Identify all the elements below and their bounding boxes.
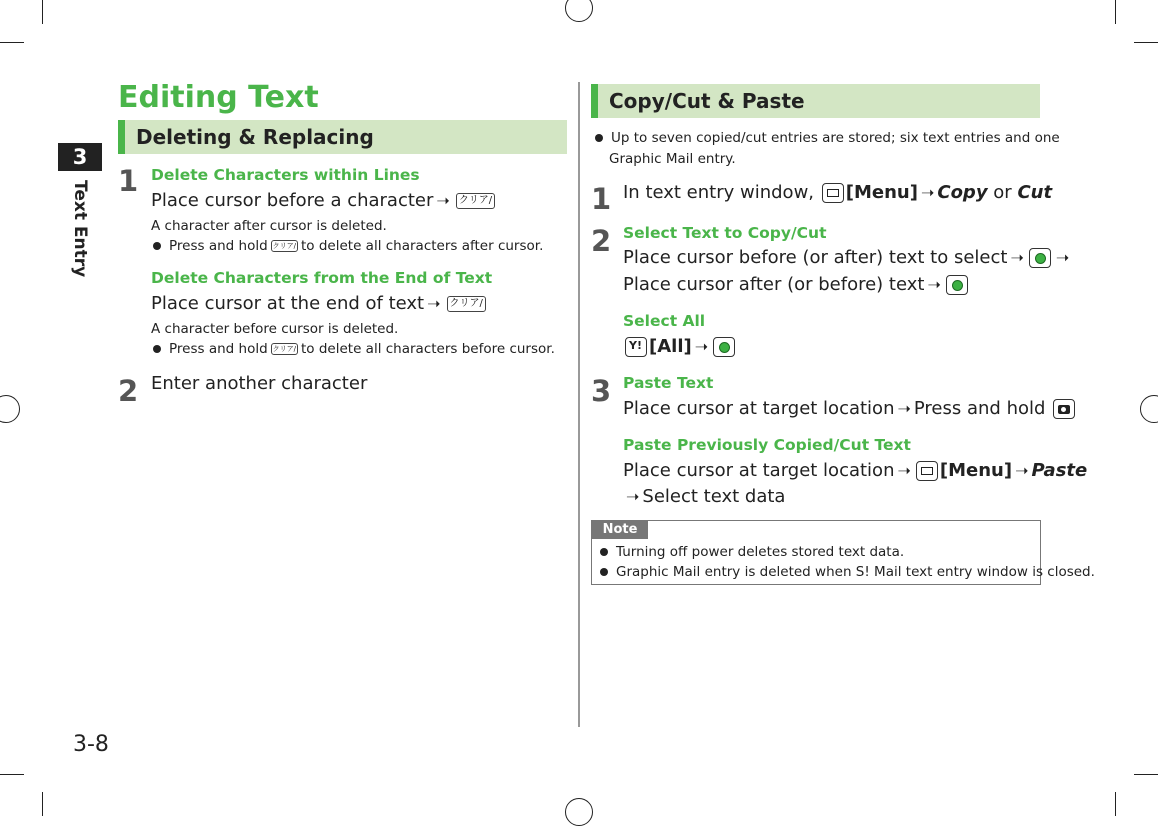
bullet-icon	[600, 548, 608, 556]
step-number: 2	[591, 224, 612, 258]
clear-key-icon: クリア/	[272, 345, 297, 353]
center-key-icon	[1029, 248, 1051, 268]
bullet-item: Press and hold クリア/ to delete all characters before cursor.	[153, 341, 555, 357]
registration-mark	[1140, 395, 1158, 423]
note-item: Turning off power deletes stored text data.	[600, 544, 904, 560]
arrow-icon: ➝	[436, 191, 450, 210]
registration-mark	[565, 0, 593, 22]
center-key-icon	[713, 337, 735, 357]
bullet-icon	[153, 242, 161, 250]
bullet-continuation: Graphic Mail entry.	[609, 151, 736, 167]
arrow-icon: ➝	[897, 461, 911, 480]
step-number: 2	[118, 374, 139, 408]
mail-key-icon	[916, 461, 938, 481]
crop-mark	[42, 0, 43, 24]
arrow-icon: ➝	[1015, 461, 1029, 480]
arrow-icon: ➝	[897, 399, 911, 418]
subheading: Select Text to Copy/Cut	[623, 224, 827, 242]
note-text: A character after cursor is deleted.	[151, 218, 387, 234]
clear-key-icon: クリア/	[456, 193, 495, 209]
chapter-name: Text Entry	[70, 180, 90, 278]
step-number: 1	[118, 164, 139, 198]
bullet-item: Up to seven copied/cut entries are stored; six text entries and one	[595, 130, 1060, 146]
note-text: A character before cursor is deleted.	[151, 321, 399, 337]
subheading: Select All	[623, 312, 706, 330]
crop-mark	[1134, 774, 1158, 775]
instruction-line: Y! [All] ➝	[623, 336, 737, 357]
column-divider	[578, 82, 580, 727]
registration-mark	[565, 798, 593, 826]
clear-key-icon: クリア/	[447, 296, 486, 312]
instruction-line: Place cursor at target location ➝ [Menu] ➝ Paste	[623, 460, 1088, 481]
center-key-icon	[946, 275, 968, 295]
instruction-line: Place cursor before a character ➝ クリア/	[151, 190, 498, 211]
arrow-icon: ➝	[1055, 248, 1070, 267]
page-title: Editing Text	[118, 80, 319, 115]
arrow-icon: ➝	[626, 487, 640, 506]
yahoo-key-icon: Y!	[625, 337, 647, 357]
instruction-line: Place cursor after (or before) text ➝	[623, 274, 970, 295]
step-number: 1	[591, 182, 612, 216]
note-label: Note	[592, 521, 648, 539]
bullet-icon	[595, 134, 603, 142]
clear-key-icon: クリア/	[272, 242, 297, 250]
instruction-line: Place cursor at target location ➝ Press and hold	[623, 398, 1077, 419]
section-heading-deleting: Deleting & Replacing	[118, 120, 567, 154]
camera-key-icon	[1053, 399, 1075, 419]
crop-mark	[42, 792, 43, 816]
instruction-line: ➝ Select text data	[626, 486, 786, 507]
registration-mark	[0, 395, 20, 423]
crop-mark	[0, 42, 24, 43]
section-heading-copy-cut-paste: Copy/Cut & Paste	[591, 84, 1040, 118]
instruction-line: Place cursor at the end of text ➝ クリア/	[151, 293, 489, 314]
chapter-number: 3	[58, 143, 102, 171]
bullet-item: Press and hold クリア/ to delete all characters after cursor.	[153, 238, 543, 254]
note-box	[591, 520, 1095, 585]
crop-mark	[0, 774, 24, 775]
crop-mark	[1115, 0, 1116, 24]
subheading: Paste Text	[623, 374, 714, 392]
arrow-icon: ➝	[694, 337, 709, 356]
mail-key-icon	[822, 183, 844, 203]
crop-mark	[1134, 42, 1158, 43]
instruction-line: Enter another character	[151, 373, 368, 394]
crop-mark	[1115, 792, 1116, 816]
subheading: Paste Previously Copied/Cut Text	[623, 436, 911, 454]
arrow-icon: ➝	[1010, 248, 1024, 267]
step-number: 3	[591, 374, 612, 408]
instruction-line: Place cursor before (or after) text to select ➝ ➝	[623, 247, 1070, 268]
subheading: Delete Characters from the End of Text	[151, 269, 493, 287]
bullet-icon	[600, 568, 608, 576]
page-number: 3-8	[73, 732, 109, 757]
arrow-icon: ➝	[927, 275, 941, 294]
note-item: Graphic Mail entry is deleted when S! Mail text entry window is closed.	[600, 564, 1095, 580]
instruction-line: In text entry window, [Menu] ➝ Copy or Cut	[623, 182, 1053, 203]
arrow-icon: ➝	[920, 183, 935, 202]
subheading: Delete Characters within Lines	[151, 166, 420, 184]
bullet-icon	[153, 345, 161, 353]
arrow-icon: ➝	[427, 294, 441, 313]
